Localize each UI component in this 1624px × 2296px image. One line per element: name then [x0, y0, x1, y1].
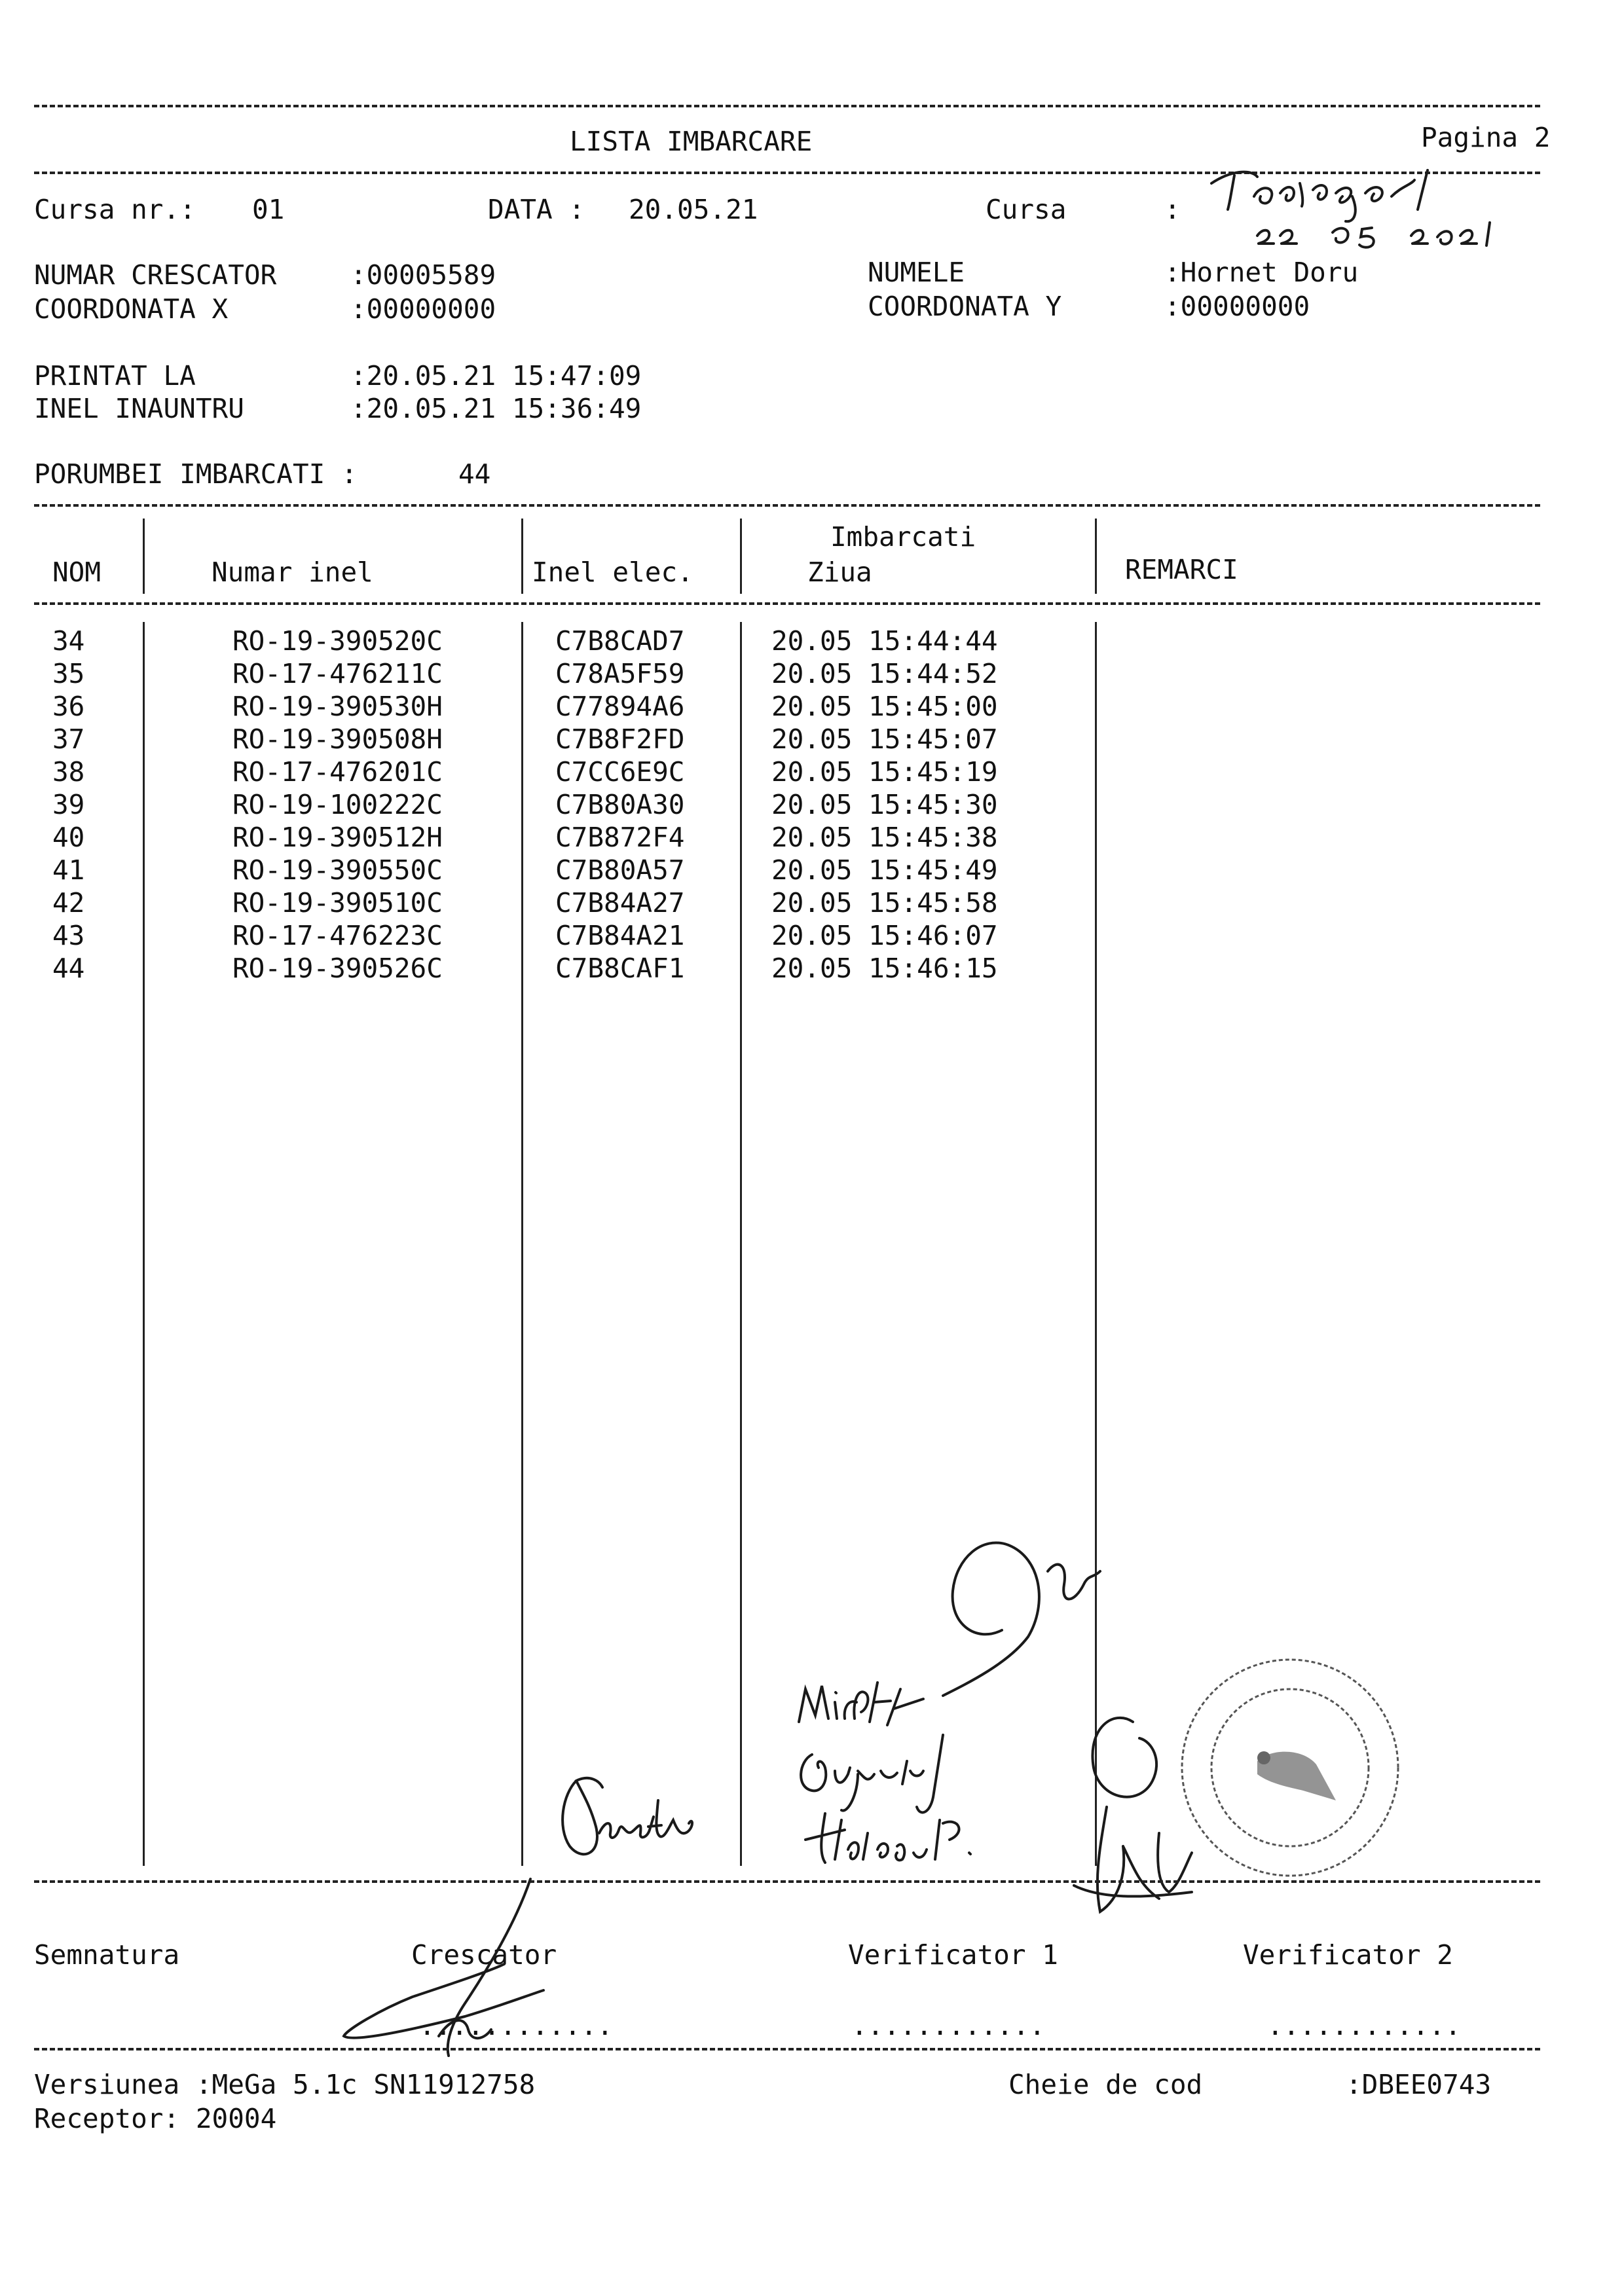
row-ziua: 20.05 15:45:19 — [771, 756, 998, 788]
signature-crescator — [334, 1866, 557, 2069]
coordonata-y-label: COORDONATA Y — [868, 291, 1062, 322]
numar-crescator-label: NUMAR CRESCATOR — [34, 259, 277, 291]
row-inel-elec: C7B872F4 — [555, 822, 685, 853]
document-title: LISTA IMBARCARE — [570, 126, 813, 157]
numele-value: :Hornet Doru — [1164, 257, 1359, 288]
row-numar-inel: RO-17-476201C — [232, 756, 443, 788]
table-divider-2 — [521, 519, 523, 594]
row-nom: 38 — [52, 756, 85, 788]
table-divider-3 — [740, 519, 742, 594]
porumbei-label: PORUMBEI IMBARCATI : — [34, 458, 358, 490]
row-numar-inel: RO-19-390512H — [232, 822, 443, 853]
verificator-1-dots: ............ — [851, 2010, 1046, 2041]
printat-label: PRINTAT LA — [34, 360, 196, 392]
row-nom: 41 — [52, 854, 85, 886]
row-numar-inel: RO-17-476223C — [232, 920, 443, 951]
table-row — [0, 658, 1624, 691]
row-inel-elec: C7CC6E9C — [555, 756, 685, 788]
row-inel-elec: C7B84A27 — [555, 887, 685, 919]
header-remarci: REMARCI — [1125, 554, 1238, 585]
receptor: Receptor: 20004 — [34, 2103, 277, 2134]
row-inel-elec: C77894A6 — [555, 691, 685, 722]
signature-dumitru — [550, 1755, 727, 1866]
separator-table-header — [34, 602, 1540, 605]
row-ziua: 20.05 15:45:38 — [771, 822, 998, 853]
versiune: Versiunea :MeGa 5.1c SN11912758 — [34, 2069, 536, 2100]
header-nom: NOM — [52, 556, 101, 588]
table-row — [0, 691, 1624, 723]
row-nom: 36 — [52, 691, 85, 722]
header-ziua: Ziua — [807, 556, 872, 588]
table-row — [0, 920, 1624, 953]
row-numar-inel: RO-19-100222C — [232, 789, 443, 820]
inel-inauntru-value: :20.05.21 15:36:49 — [350, 393, 642, 424]
club-stamp — [1172, 1650, 1408, 1886]
table-divider-1 — [143, 519, 145, 594]
table-row — [0, 887, 1624, 920]
printat-value: :20.05.21 15:47:09 — [350, 360, 642, 392]
coordonata-y-value: :00000000 — [1164, 291, 1310, 322]
numele-label: NUMELE — [868, 257, 965, 288]
row-numar-inel: RO-19-390526C — [232, 953, 443, 984]
row-numar-inel: RO-17-476211C — [232, 658, 443, 689]
row-numar-inel: RO-19-390520C — [232, 625, 443, 657]
separator-footer — [34, 2048, 1540, 2050]
row-inel-elec: C78A5F59 — [555, 658, 685, 689]
porumbei-value: 44 — [458, 458, 491, 490]
table-row — [0, 789, 1624, 822]
cursa-colon: : — [1164, 194, 1181, 225]
table-row — [0, 854, 1624, 887]
table-divider-4 — [1095, 519, 1097, 594]
row-ziua: 20.05 15:45:07 — [771, 723, 998, 755]
cursa-nr-value: 01 — [252, 194, 285, 225]
table-row — [0, 625, 1624, 658]
row-nom: 35 — [52, 658, 85, 689]
data-value: 20.05.21 — [629, 194, 758, 225]
inel-inauntru-label: INEL INAUNTRU — [34, 393, 244, 424]
table-row — [0, 953, 1624, 985]
cursa-label: Cursa — [986, 194, 1067, 225]
verificator-2-dots: ............ — [1267, 2010, 1462, 2041]
row-ziua: 20.05 15:45:49 — [771, 854, 998, 886]
crescator-dots: ............ — [419, 2010, 614, 2041]
separator-top — [34, 105, 1540, 107]
row-numar-inel: RO-19-390550C — [232, 854, 443, 886]
table-row — [0, 822, 1624, 854]
header-imbarcati: Imbarcati — [830, 521, 976, 553]
verificator-2-label: Verificator 2 — [1243, 1939, 1453, 1971]
coordonata-x-value: :00000000 — [350, 293, 496, 325]
row-numar-inel: RO-19-390510C — [232, 887, 443, 919]
data-label: DATA : — [488, 194, 585, 225]
row-inel-elec: C7B8CAD7 — [555, 625, 685, 657]
row-inel-elec: C7B8CAF1 — [555, 953, 685, 984]
cheie-value: :DBEE0743 — [1346, 2069, 1492, 2100]
row-inel-elec: C7B8F2FD — [555, 723, 685, 755]
row-nom: 37 — [52, 723, 85, 755]
row-nom: 42 — [52, 887, 85, 919]
cheie-label: Cheie de cod — [1008, 2069, 1203, 2100]
numar-crescator-value: :00005589 — [350, 259, 496, 291]
row-nom: 40 — [52, 822, 85, 853]
row-ziua: 20.05 15:45:30 — [771, 789, 998, 820]
row-ziua: 20.05 15:44:52 — [771, 658, 998, 689]
crescator-label: Crescator — [411, 1939, 557, 1971]
row-ziua: 20.05 15:46:15 — [771, 953, 998, 984]
row-ziua: 20.05 15:45:58 — [771, 887, 998, 919]
row-nom: 34 — [52, 625, 85, 657]
row-inel-elec: C7B84A21 — [555, 920, 685, 951]
coordonata-x-label: COORDONATA X — [34, 293, 229, 325]
semnatura-label: Semnatura — [34, 1939, 180, 1971]
row-numar-inel: RO-19-390508H — [232, 723, 443, 755]
handwritten-names — [786, 1663, 1061, 1886]
header-inel-elec: Inel elec. — [532, 556, 693, 588]
table-row — [0, 756, 1624, 789]
row-nom: 39 — [52, 789, 85, 820]
cursa-handwritten-note — [1205, 157, 1572, 255]
header-numar-inel: Numar inel — [212, 556, 373, 588]
verificator-1-label: Verificator 1 — [848, 1939, 1058, 1971]
row-inel-elec: C7B80A30 — [555, 789, 685, 820]
cursa-nr-label: Cursa nr.: — [34, 194, 196, 225]
table-row — [0, 723, 1624, 756]
separator-table-top — [34, 504, 1540, 507]
row-nom: 44 — [52, 953, 85, 984]
row-ziua: 20.05 15:44:44 — [771, 625, 998, 657]
page-number: Pagina 2 — [1421, 122, 1551, 153]
row-numar-inel: RO-19-390530H — [232, 691, 443, 722]
row-nom: 43 — [52, 920, 85, 951]
row-inel-elec: C7B80A57 — [555, 854, 685, 886]
row-ziua: 20.05 15:45:00 — [771, 691, 998, 722]
separator-signatures-top — [34, 1880, 1540, 1883]
row-ziua: 20.05 15:46:07 — [771, 920, 998, 951]
